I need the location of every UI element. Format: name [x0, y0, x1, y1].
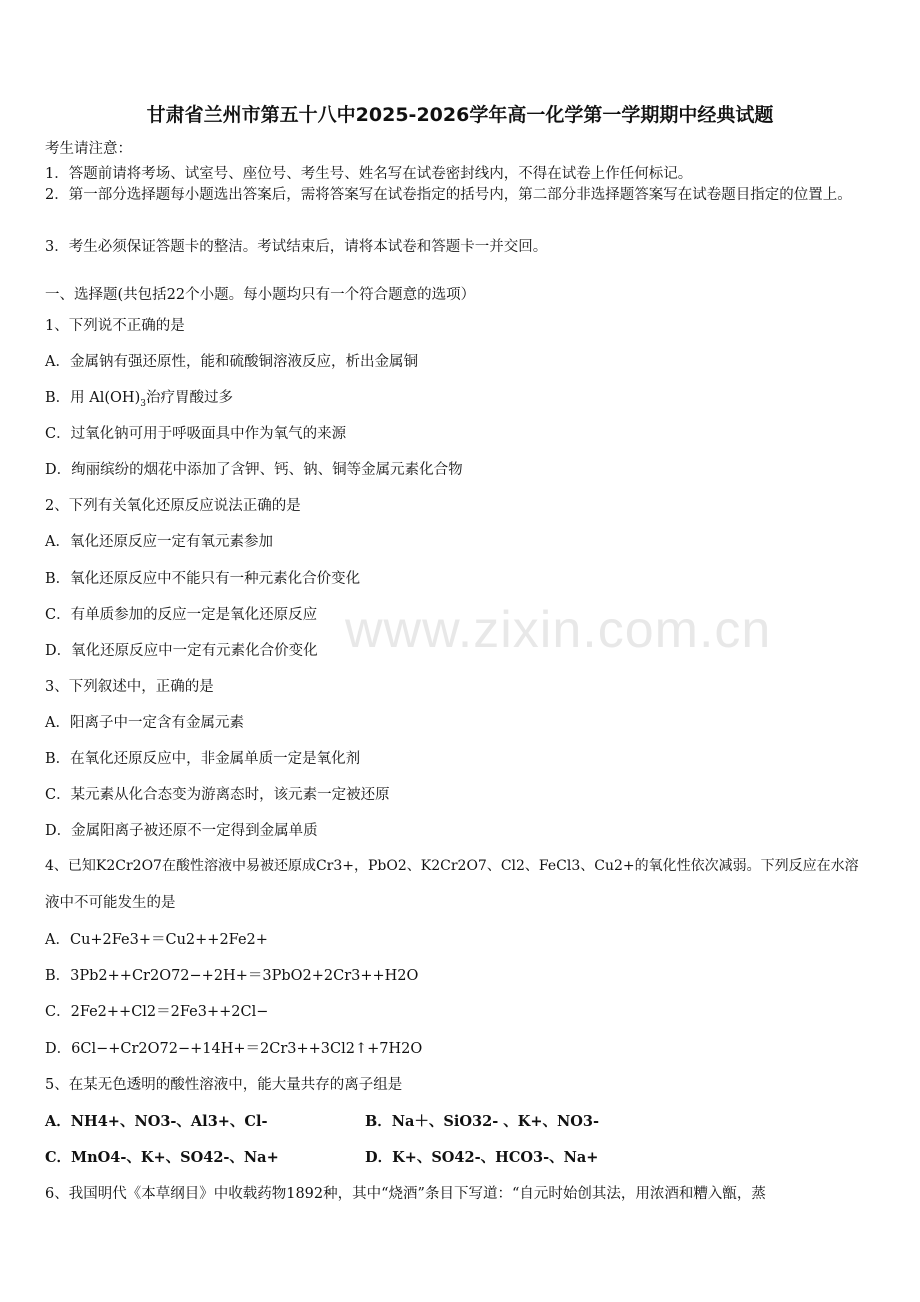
question-5-option-a: A．NH4+、NO3-、Al3+、Cl-: [45, 1113, 268, 1130]
question-1-option-d: D．绚丽缤纷的烟花中添加了含钾、钙、钠、铜等金属元素化合物: [45, 462, 463, 478]
question-4-option-c: C．2Fe2++Cl2＝2Fe3++2Cl−: [45, 1004, 269, 1020]
question-3-option-b: B．在氧化还原反应中，非金属单质一定是氧化剂: [45, 751, 361, 767]
question-2-option-d: D．氧化还原反应中一定有元素化合价变化: [45, 643, 318, 659]
question-1-stem: 1、下列说不正确的是: [45, 318, 185, 334]
question-4-option-d: D．6Cl−+Cr2O72−+14H+＝2Cr3++3Cl2↑+7H2O: [45, 1041, 423, 1057]
question-3-stem: 3、下列叙述中，正确的是: [45, 679, 214, 695]
question-2-option-c: C．有单质参加的反应一定是氧化还原反应: [45, 607, 318, 623]
question-3-option-c: C．某元素从化合态变为游离态时，该元素一定被还原: [45, 787, 390, 803]
question-4-option-b: B．3Pb2++Cr2O72−+2H+＝3PbO2+2Cr3++H2O: [45, 968, 419, 984]
question-1-option-c: C．过氧化钠可用于呼吸面具中作为氧气的来源: [45, 426, 347, 442]
question-2-stem: 2、下列有关氧化还原反应说法正确的是: [45, 498, 301, 514]
notice-item-2: 2．第一部分选择题每小题选出答案后，需将答案写在试卷指定的括号内，第二部分非选择题答案写在试卷题目指定的位置上。: [45, 187, 852, 203]
question-2-option-a: A．氧化还原反应一定有氧元素参加: [45, 534, 273, 550]
question-2-option-b: B．氧化还原反应中不能只有一种元素化合价变化: [45, 571, 361, 587]
notice-heading: 考生请注意：: [45, 141, 132, 157]
question-4-option-a: A．Cu+2Fe3+＝Cu2++2Fe2+: [45, 932, 268, 948]
question-4-stem-line-2: 液中不可能发生的是: [45, 895, 176, 911]
notice-item-1: 1．答题前请将考场、试室号、座位号、考生号、姓名写在试卷密封线内，不得在试卷上作任何标记。: [45, 166, 693, 182]
question-5-option-c: C．MnO4-、K+、SO42-、Na+: [45, 1149, 279, 1166]
question-5-option-d: D．K+、SO42-、HCO3-、Na+: [365, 1149, 599, 1166]
watermark: www.zixin.com.cn: [345, 601, 772, 659]
question-4-stem-line-1: 4、已知K2Cr2O7在酸性溶液中易被还原成Cr3+，PbO2、K2Cr2O7、Cl2、FeCl3、Cu2+的氧化性依次减弱。下列反应在水溶: [45, 858, 859, 874]
page-title: 甘肃省兰州市第五十八中2025-2026学年高一化学第一学期期中经典试题: [146, 104, 774, 126]
question-3-option-d: D．金属阳离子被还原不一定得到金属单质: [45, 823, 318, 839]
question-6-stem: 6、我国明代《本草纲目》中收载药物1892种，其中“烧酒”条目下写道：“自元时始创其法，用浓酒和糟入甑，蒸: [45, 1186, 766, 1202]
question-5-stem: 5、在某无色透明的酸性溶液中，能大量共存的离子组是: [45, 1077, 403, 1093]
notice-item-3: 3．考生必须保证答题卡的整洁。考试结束后，请将本试卷和答题卡一并交回。: [45, 239, 548, 255]
question-3-option-a: A．阳离子中一定含有金属元素: [45, 715, 244, 731]
question-5-option-b: B．Na＋、SiO32- 、K+、NO3-: [365, 1113, 600, 1130]
section-heading: 一、选择题(共包括22个小题。每小题均只有一个符合题意的选项）: [45, 287, 476, 303]
question-1-option-a: A．金属钠有强还原性，能和硫酸铜溶液反应，析出金属铜: [45, 354, 418, 370]
question-1-option-b: B．用 $Al(OH)_3$治疗胃酸过多: [45, 390, 233, 409]
